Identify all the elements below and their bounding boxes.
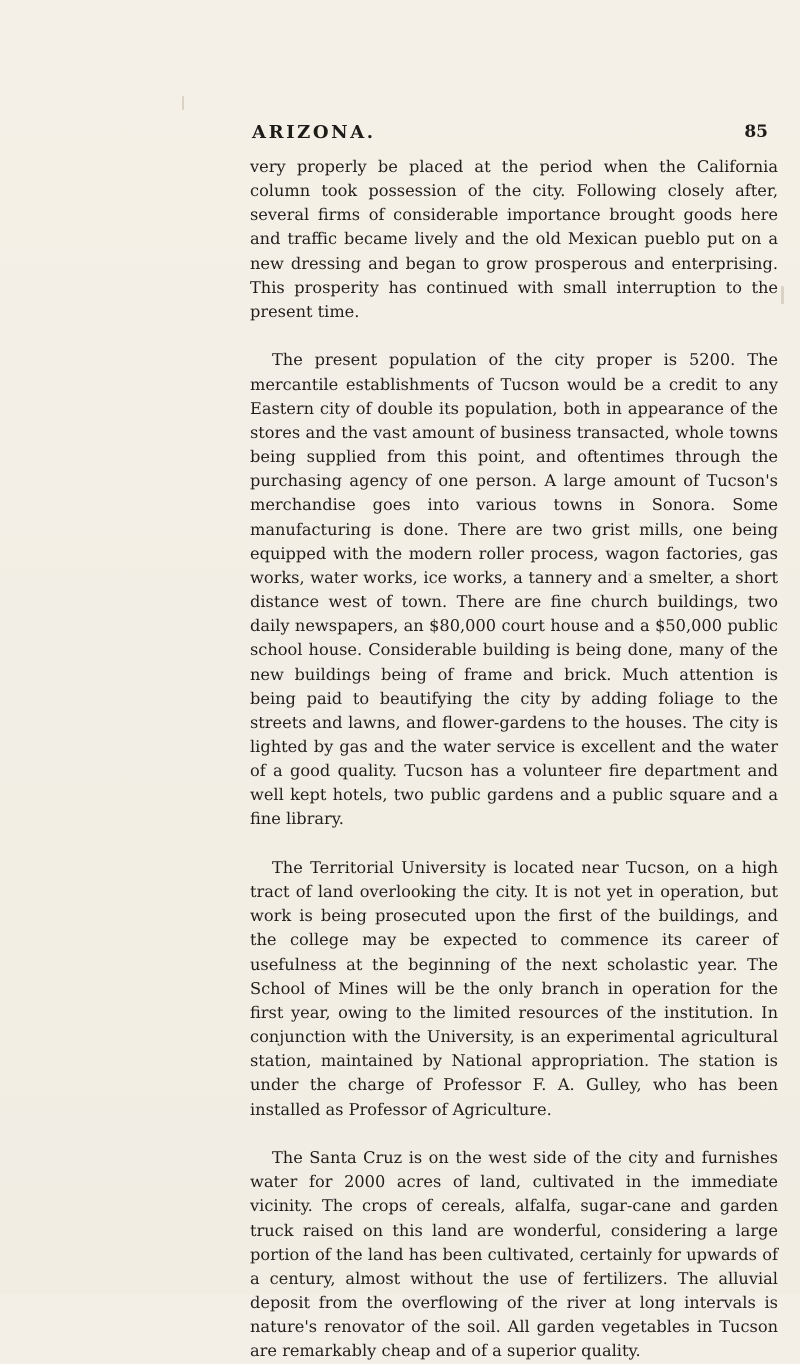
paragraph-population: The present population of the city proper is 5200. The mercantile establishments of Tucson would be a credit to any Eastern city of double its population, both in appearance of the stores and the vast amount of business transacted, whole towns being supplied from this point, and oftentimes through the purchasing agency of one person. A large amount of Tucson's merchandise goes into various towns in Sonora. Some manufacturing is done. There are two grist mills, one being equipped with the modern roller process, wagon factories, gas works, water works, ice works, a tannery and a smelter, a short distance west of town. There are fine church buildings, two daily newspapers, an $80,000 court house and a $50,000 public school house. Considerable building is being done, many of the new buildings being of frame and brick. Much attention is being paid to beautifying the city by adding foliage to the streets and lawns, and flower-gardens to the houses. The city is lighted by gas and the water service is excellent and the water of a good quality. Tucson has a volunteer fire department and well kept hotels, two public gardens and a public square and a fine library. (250, 350, 778, 829)
paragraph-santa-cruz: The Santa Cruz is on the west side of the city and furnishes water for 2000 acres of land, cultivated in the immediate vicinity. The crops of cereals, alfalfa, sugar-cane and garden truck raised on this land are wonderful, considering a large portion of the land has been cultivated, certainly for upwards of a century, almost without the use of fertilizers. The alluvial deposit from the overflowing of the river at long intervals is nature's renovator of the soil. All garden vegetables in Tucson are remarkably cheap and of a superior quality. (250, 1148, 778, 1361)
paragraph-california-column: very properly be placed at the period when the California column took possession of the city. Following closely after, several firms of considerable importance brought goods here and traffic became lively and the old Mexican pueblo put on a new dressing and began to grow prosperous and enterprising. This prosperity has continued with small interruption to the present time. (250, 157, 778, 321)
paper-mark (781, 286, 784, 304)
page-number: 85 (744, 122, 768, 142)
page-header (252, 122, 772, 146)
running-title: ARIZONA. (252, 122, 376, 143)
paragraph-university: The Territorial University is located near Tucson, on a high tract of land overlooking the city. It is not yet in operation, but work is being prosecuted upon the first of the buildings, and the college may be expected to commence its career of usefulness at the beginning of the next scholastic year. The School of Mines will be the only branch in operation for the first year, owing to the limited resources of the institution. In conjunction with the University, is an experimental agricultural station, maintained by National appropriation. The station is under the charge of Professor F. A. Gulley, who has been installed as Professor of Agriculture. (250, 858, 778, 1119)
paper-mark (182, 96, 184, 110)
body-text (250, 155, 778, 1364)
